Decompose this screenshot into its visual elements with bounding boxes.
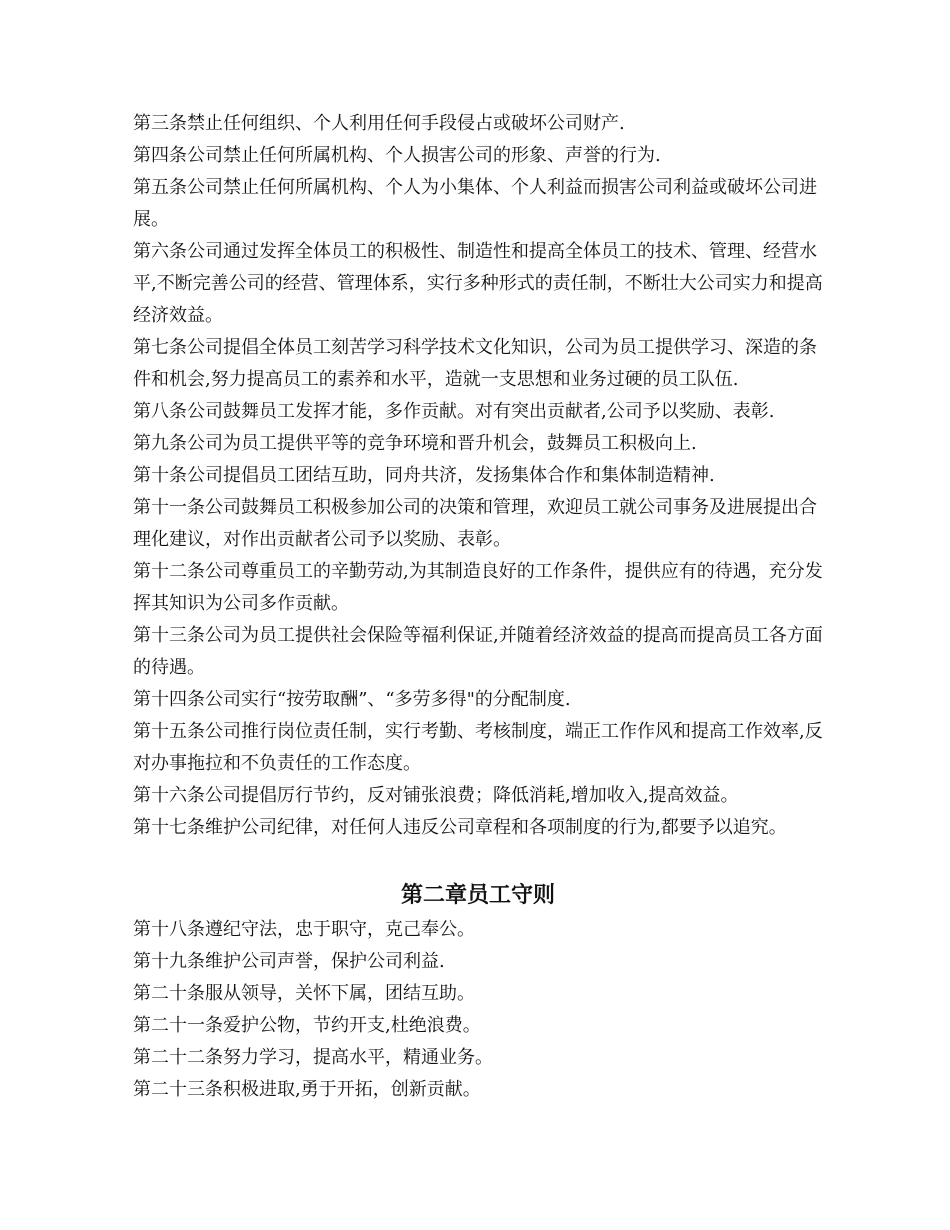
chapter1-articles bbox=[133, 108, 823, 844]
article-21: 第二十一条爱护公物，节约开支,杜绝浪费。 bbox=[133, 1015, 481, 1036]
article-17: 第十七条维护公司纪律，对任何人违反公司章程和各项制度的行为,都要予以追究。 bbox=[133, 817, 787, 838]
article-7: 第七条公司提倡全体员工刻苦学习科学技术文化知识，公司为员工提供学习、深造的条件和机会,努力提高员工的素养和水平，造就一支思想和业务过硬的员工队伍. bbox=[133, 337, 817, 390]
article-13: 第十三条公司为员工提供社会保险等福利保证,并随着经济效益的提高而提高员工各方面的待遇。 bbox=[133, 625, 823, 678]
article-6: 第六条公司通过发挥全体员工的积极性、制造性和提高全体员工的技术、管理、经营水平,不断完善公司的经营、管理体系，实行多种形式的责任制，不断壮大公司实力和提高经济效益。 bbox=[133, 241, 823, 326]
chapter-2-title: 第二章员工守则 bbox=[400, 883, 555, 908]
article-18: 第十八条遵纪守法，忠于职守，克己奉公。 bbox=[133, 919, 475, 940]
article-16: 第十六条公司提倡厉行节约，反对铺张浪费；降低消耗,增加收入,提高效益。 bbox=[133, 785, 739, 806]
article-22: 第二十二条努力学习，提高水平，精通业务。 bbox=[133, 1047, 493, 1068]
article-14: 第十四条公司实行“按劳取酬”、“多劳多得"的分配制度. bbox=[133, 689, 571, 710]
chapter2-articles bbox=[133, 914, 823, 1106]
article-5: 第五条公司禁止任何所属机构、个人为小集体、个人利益而损害公司利益或破坏公司进展。 bbox=[133, 177, 817, 230]
article-10: 第十条公司提倡员工团结互助，同舟共济，发扬集体合作和集体制造精神. bbox=[133, 465, 715, 486]
article-4: 第四条公司禁止任何所属机构、个人损害公司的形象、声誉的行为. bbox=[133, 145, 661, 166]
article-8: 第八条公司鼓舞员工发挥才能，多作贡献。对有突出贡献者,公司予以奖励、表彰. bbox=[133, 401, 775, 422]
article-12: 第十二条公司尊重员工的辛勤劳动,为其制造良好的工作条件，提供应有的待遇，充分发挥其知识为公司多作贡献。 bbox=[133, 561, 823, 614]
article-3: 第三条禁止任何组织、个人利用任何手段侵占或破坏公司财产. bbox=[133, 113, 625, 134]
article-19: 第十九条维护公司声誉，保护公司利益. bbox=[133, 951, 445, 972]
article-20: 第二十条服从领导，关怀下属，团结互助。 bbox=[133, 983, 475, 1004]
article-9: 第九条公司为员工提供平等的竞争环境和晋升机会，鼓舞员工积极向上. bbox=[133, 433, 697, 454]
article-15: 第十五条公司推行岗位责任制，实行考勤、考核制度，端正工作作风和提高工作效率,反对办事拖拉和不负责任的工作态度。 bbox=[133, 721, 823, 774]
article-11: 第十一条公司鼓舞员工积极参加公司的决策和管理，欢迎员工就公司事务及进展提出合理化建议，对作出贡献者公司予以奖励、表彰。 bbox=[133, 497, 817, 550]
document-page bbox=[133, 108, 823, 1106]
article-23: 第二十三条积极进取,勇于开拓，创新贡献。 bbox=[133, 1079, 481, 1100]
